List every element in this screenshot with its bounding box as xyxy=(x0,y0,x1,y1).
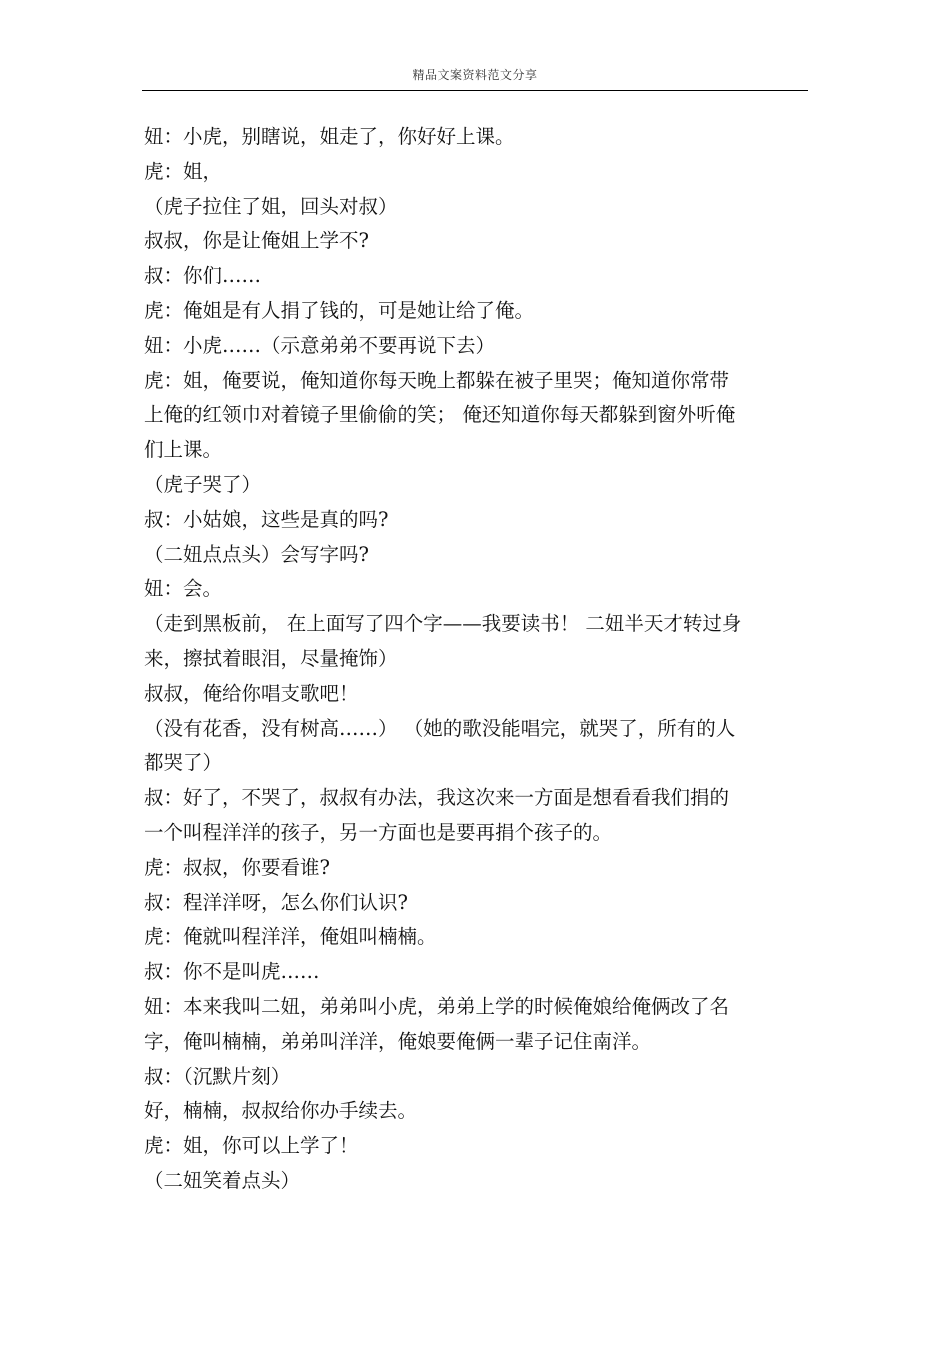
text-line: 叔叔，你是让俺姐上学不? xyxy=(144,229,369,253)
text-line: （二妞笑着点头） xyxy=(144,1168,301,1192)
text-line: 们上课。 xyxy=(144,438,223,462)
text-line: 虎：俺就叫程洋洋，俺姐叫楠楠。 xyxy=(144,925,437,949)
document-body xyxy=(144,120,804,1199)
text-line: 上俺的红领巾对着镜子里偷偷的笑； 俺还知道你每天都躲到窗外听俺 xyxy=(144,403,736,427)
text-line: 叔：你们…… xyxy=(144,264,262,288)
text-line: 叔：程洋洋呀，怎么你们认识? xyxy=(144,890,408,914)
text-line: 虎：姐，你可以上学了！ xyxy=(144,1134,359,1158)
text-line: （走到黑板前， 在上面写了四个字——我要读书！ 二妞半天才转过身 xyxy=(144,612,742,636)
text-line: （二妞点点头）会写字吗? xyxy=(144,542,369,566)
text-line: 都哭了） xyxy=(144,751,223,775)
text-line: 虎：俺姐是有人捐了钱的，可是她让给了俺。 xyxy=(144,298,535,322)
text-line: （虎子拉住了姐，回头对叔） xyxy=(144,194,398,218)
text-line: 虎：叔叔，你要看谁? xyxy=(144,855,330,879)
text-line: （虎子哭了） xyxy=(144,472,262,496)
text-line: （没有花香，没有树高……） （她的歌没能唱完，就哭了，所有的人 xyxy=(144,716,736,740)
header-divider xyxy=(142,90,808,91)
text-line: 叔：好了，不哭了，叔叔有办法，我这次来一方面是想看看我们捐的 xyxy=(144,786,730,810)
text-line: 一个叫程洋洋的孩子，另一方面也是要再捐个孩子的。 xyxy=(144,820,613,844)
text-line: 来，擦拭着眼泪，尽量掩饰） xyxy=(144,646,398,670)
text-line: 妞：会。 xyxy=(144,577,223,601)
text-line: 字，俺叫楠楠，弟弟叫洋洋，俺娘要俺俩一辈子记住南洋。 xyxy=(144,1029,652,1053)
page-header: 精品文案资料范文分享 xyxy=(412,68,538,82)
text-line: 叔：（沉默片刻） xyxy=(144,1064,291,1088)
text-line: 叔叔，俺给你唱支歌吧！ xyxy=(144,681,359,705)
text-line: 妞：小虎……（示意弟弟不要再说下去） xyxy=(144,333,496,357)
text-line: 虎：姐，俺要说，俺知道你每天晚上都躲在被子里哭；俺知道你常带 xyxy=(144,368,730,392)
text-line: 好，楠楠，叔叔给你办手续去。 xyxy=(144,1099,418,1123)
text-line: 叔：你不是叫虎…… xyxy=(144,960,320,984)
text-line: 妞：本来我叫二妞，弟弟叫小虎，弟弟上学的时候俺娘给俺俩改了名 xyxy=(144,994,730,1018)
text-line: 虎：姐， xyxy=(144,159,223,183)
text-line: 叔：小姑娘，这些是真的吗? xyxy=(144,507,389,531)
text-line: 妞：小虎，别瞎说，姐走了，你好好上课。 xyxy=(144,125,515,148)
